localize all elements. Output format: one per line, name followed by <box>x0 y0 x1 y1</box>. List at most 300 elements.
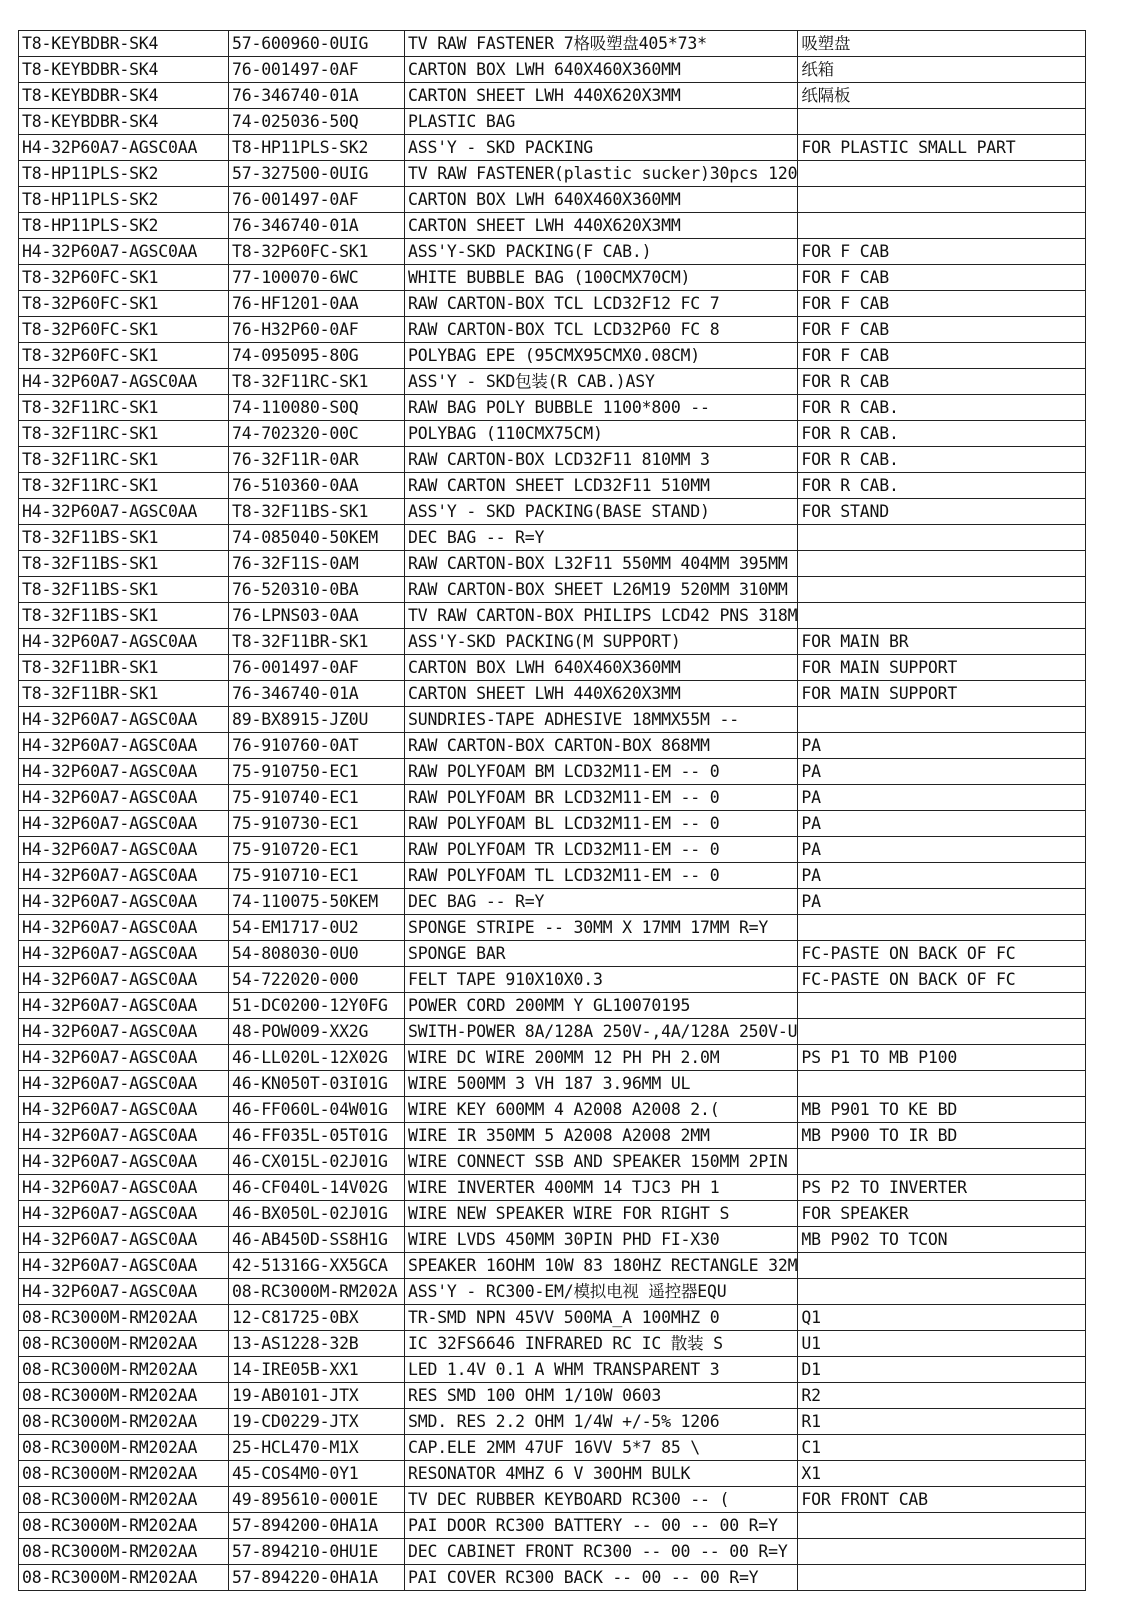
remark-cell: D1 <box>798 1357 1086 1383</box>
component-part-cell: 74-110075-50KEM <box>229 889 405 915</box>
remark-cell <box>798 577 1086 603</box>
parent-part-cell: T8-32F11RC-SK1 <box>19 395 229 421</box>
table-row <box>19 993 1086 1019</box>
parent-part-cell: H4-32P60A7-AGSC0AA <box>19 1175 229 1201</box>
component-part-cell: 14-IRE05B-XX1 <box>229 1357 405 1383</box>
parent-part-cell: 08-RC3000M-RM202AA <box>19 1513 229 1539</box>
table-row <box>19 655 1086 681</box>
remark-cell <box>798 1279 1086 1305</box>
parent-part-cell: 08-RC3000M-RM202AA <box>19 1305 229 1331</box>
description-cell: ASS'Y - SKD PACKING(BASE STAND) <box>405 499 798 525</box>
table-row <box>19 499 1086 525</box>
parent-part-cell: T8-HP11PLS-SK2 <box>19 213 229 239</box>
remark-cell: PA <box>798 759 1086 785</box>
parent-part-cell: H4-32P60A7-AGSC0AA <box>19 759 229 785</box>
parent-part-cell: H4-32P60A7-AGSC0AA <box>19 733 229 759</box>
remark-cell: U1 <box>798 1331 1086 1357</box>
component-part-cell: 25-HCL470-M1X <box>229 1435 405 1461</box>
table-row <box>19 343 1086 369</box>
table-row <box>19 707 1086 733</box>
table-row <box>19 1331 1086 1357</box>
description-cell: RAW POLYFOAM TL LCD32M11-EM -- 0 <box>405 863 798 889</box>
table-row <box>19 1045 1086 1071</box>
table-row <box>19 577 1086 603</box>
description-cell: WIRE IR 350MM 5 A2008 A2008 2MM <box>405 1123 798 1149</box>
description-cell: LED 1.4V 0.1 A WHM TRANSPARENT 3 <box>405 1357 798 1383</box>
component-part-cell: 74-702320-00C <box>229 421 405 447</box>
remark-cell: FOR F CAB <box>798 343 1086 369</box>
remark-cell: FOR R CAB. <box>798 473 1086 499</box>
component-part-cell: 51-DC0200-12Y0FG <box>229 993 405 1019</box>
parent-part-cell: H4-32P60A7-AGSC0AA <box>19 941 229 967</box>
remark-cell <box>798 603 1086 629</box>
table-row <box>19 239 1086 265</box>
table-row <box>19 733 1086 759</box>
component-part-cell: 76-510360-0AA <box>229 473 405 499</box>
component-part-cell: 75-910740-EC1 <box>229 785 405 811</box>
description-cell: WIRE INVERTER 400MM 14 TJC3 PH 1 <box>405 1175 798 1201</box>
parent-part-cell: H4-32P60A7-AGSC0AA <box>19 499 229 525</box>
component-part-cell: 74-085040-50KEM <box>229 525 405 551</box>
remark-cell: 吸塑盘 <box>798 31 1086 57</box>
table-row <box>19 1097 1086 1123</box>
bom-table <box>18 30 1086 1591</box>
component-part-cell: 76-346740-01A <box>229 681 405 707</box>
parent-part-cell: 08-RC3000M-RM202AA <box>19 1435 229 1461</box>
parent-part-cell: T8-KEYBDBR-SK4 <box>19 57 229 83</box>
description-cell: ASS'Y - SKD包装(R CAB.)ASY <box>405 369 798 395</box>
table-row <box>19 603 1086 629</box>
component-part-cell: 75-910730-EC1 <box>229 811 405 837</box>
component-part-cell: T8-32F11RC-SK1 <box>229 369 405 395</box>
description-cell: WHITE BUBBLE BAG (100CMX70CM) <box>405 265 798 291</box>
remark-cell: X1 <box>798 1461 1086 1487</box>
remark-cell <box>798 187 1086 213</box>
description-cell: SPONGE BAR <box>405 941 798 967</box>
parent-part-cell: H4-32P60A7-AGSC0AA <box>19 239 229 265</box>
parent-part-cell: T8-32P60FC-SK1 <box>19 317 229 343</box>
description-cell: RAW POLYFOAM BR LCD32M11-EM -- 0 <box>405 785 798 811</box>
table-row <box>19 421 1086 447</box>
remark-cell: FOR R CAB. <box>798 447 1086 473</box>
description-cell: WIRE 500MM 3 VH 187 3.96MM UL <box>405 1071 798 1097</box>
table-row <box>19 759 1086 785</box>
component-part-cell: 76-001497-0AF <box>229 187 405 213</box>
parent-part-cell: 08-RC3000M-RM202AA <box>19 1357 229 1383</box>
description-cell: POWER CORD 200MM Y GL10070195 <box>405 993 798 1019</box>
description-cell: WIRE NEW SPEAKER WIRE FOR RIGHT S <box>405 1201 798 1227</box>
parent-part-cell: H4-32P60A7-AGSC0AA <box>19 1227 229 1253</box>
description-cell: RAW CARTON SHEET LCD32F11 510MM <box>405 473 798 499</box>
remark-cell <box>798 1565 1086 1591</box>
parent-part-cell: H4-32P60A7-AGSC0AA <box>19 993 229 1019</box>
parent-part-cell: T8-32F11RC-SK1 <box>19 447 229 473</box>
remark-cell: 纸箱 <box>798 57 1086 83</box>
table-row <box>19 1409 1086 1435</box>
component-part-cell: 54-808030-0U0 <box>229 941 405 967</box>
parent-part-cell: T8-32F11BS-SK1 <box>19 577 229 603</box>
table-row <box>19 317 1086 343</box>
remark-cell <box>798 993 1086 1019</box>
description-cell: CAP.ELE 2MM 47UF 16VV 5*7 85 \ <box>405 1435 798 1461</box>
description-cell: CARTON BOX LWH 640X460X360MM <box>405 655 798 681</box>
remark-cell: 纸隔板 <box>798 83 1086 109</box>
remark-cell: FOR R CAB. <box>798 395 1086 421</box>
description-cell: WIRE DC WIRE 200MM 12 PH PH 2.0M <box>405 1045 798 1071</box>
description-cell: ASS'Y-SKD PACKING(M SUPPORT) <box>405 629 798 655</box>
description-cell: RES SMD 100 OHM 1/10W 0603 <box>405 1383 798 1409</box>
table-row <box>19 135 1086 161</box>
parent-part-cell: H4-32P60A7-AGSC0AA <box>19 967 229 993</box>
parent-part-cell: H4-32P60A7-AGSC0AA <box>19 1045 229 1071</box>
remark-cell <box>798 161 1086 187</box>
description-cell: PLASTIC BAG <box>405 109 798 135</box>
component-part-cell: 76-HF1201-0AA <box>229 291 405 317</box>
remark-cell <box>798 1149 1086 1175</box>
remark-cell: PS P1 TO MB P100 <box>798 1045 1086 1071</box>
table-row <box>19 291 1086 317</box>
description-cell: DEC CABINET FRONT RC300 -- 00 -- 00 R=Y <box>405 1539 798 1565</box>
parent-part-cell: T8-32F11BS-SK1 <box>19 603 229 629</box>
description-cell: ASS'Y - SKD PACKING <box>405 135 798 161</box>
component-part-cell: 57-894200-0HA1A <box>229 1513 405 1539</box>
component-part-cell: 76-346740-01A <box>229 83 405 109</box>
component-part-cell: 75-910750-EC1 <box>229 759 405 785</box>
description-cell: RAW POLYFOAM BL LCD32M11-EM -- 0 <box>405 811 798 837</box>
parent-part-cell: H4-32P60A7-AGSC0AA <box>19 1253 229 1279</box>
remark-cell: FOR MAIN SUPPORT <box>798 681 1086 707</box>
parent-part-cell: H4-32P60A7-AGSC0AA <box>19 1019 229 1045</box>
description-cell: ASS'Y-SKD PACKING(F CAB.) <box>405 239 798 265</box>
description-cell: CARTON SHEET LWH 440X620X3MM <box>405 83 798 109</box>
component-part-cell: 76-H32P60-0AF <box>229 317 405 343</box>
remark-cell: FOR FRONT CAB <box>798 1487 1086 1513</box>
remark-cell <box>798 1071 1086 1097</box>
table-row <box>19 265 1086 291</box>
bom-table-body <box>19 31 1086 1591</box>
remark-cell: FOR STAND <box>798 499 1086 525</box>
parent-part-cell: 08-RC3000M-RM202AA <box>19 1539 229 1565</box>
table-row <box>19 1123 1086 1149</box>
description-cell: SWITH-POWER 8A/128A 250V-,4A/128A 250V-U <box>405 1019 798 1045</box>
component-part-cell: 46-KN050T-03I01G <box>229 1071 405 1097</box>
table-row <box>19 109 1086 135</box>
parent-part-cell: T8-32P60FC-SK1 <box>19 265 229 291</box>
description-cell: RAW CARTON-BOX TCL LCD32F12 FC 7 <box>405 291 798 317</box>
component-part-cell: 46-FF060L-04W01G <box>229 1097 405 1123</box>
component-part-cell: 76-32F11S-0AM <box>229 551 405 577</box>
parent-part-cell: 08-RC3000M-RM202AA <box>19 1461 229 1487</box>
component-part-cell: 89-BX8915-JZ0U <box>229 707 405 733</box>
parent-part-cell: T8-32F11BR-SK1 <box>19 681 229 707</box>
table-row <box>19 863 1086 889</box>
remark-cell <box>798 1253 1086 1279</box>
table-row <box>19 161 1086 187</box>
parent-part-cell: H4-32P60A7-AGSC0AA <box>19 1097 229 1123</box>
component-part-cell: 48-POW009-XX2G <box>229 1019 405 1045</box>
description-cell: WIRE CONNECT SSB AND SPEAKER 150MM 2PIN <box>405 1149 798 1175</box>
component-part-cell: 19-AB0101-JTX <box>229 1383 405 1409</box>
table-row <box>19 1071 1086 1097</box>
description-cell: IC 32FS6646 INFRARED RC IC 散装 S <box>405 1331 798 1357</box>
remark-cell: FOR SPEAKER <box>798 1201 1086 1227</box>
remark-cell: PA <box>798 837 1086 863</box>
remark-cell: PA <box>798 863 1086 889</box>
parent-part-cell: H4-32P60A7-AGSC0AA <box>19 863 229 889</box>
component-part-cell: 76-32F11R-0AR <box>229 447 405 473</box>
table-row <box>19 837 1086 863</box>
component-part-cell: 08-RC3000M-RM202A <box>229 1279 405 1305</box>
table-row <box>19 187 1086 213</box>
parent-part-cell: H4-32P60A7-AGSC0AA <box>19 915 229 941</box>
table-row <box>19 525 1086 551</box>
component-part-cell: 75-910710-EC1 <box>229 863 405 889</box>
parent-part-cell: H4-32P60A7-AGSC0AA <box>19 1201 229 1227</box>
table-row <box>19 1201 1086 1227</box>
remark-cell: FOR F CAB <box>798 291 1086 317</box>
table-row <box>19 83 1086 109</box>
table-row <box>19 1305 1086 1331</box>
remark-cell <box>798 1513 1086 1539</box>
description-cell: RESONATOR 4MHZ 6 V 30OHM BULK <box>405 1461 798 1487</box>
component-part-cell: 76-346740-01A <box>229 213 405 239</box>
description-cell: SPEAKER 16OHM 10W 83 180HZ RECTANGLE 32M <box>405 1253 798 1279</box>
remark-cell <box>798 109 1086 135</box>
component-part-cell: 75-910720-EC1 <box>229 837 405 863</box>
description-cell: TV RAW FASTENER(plastic sucker)30pcs 120 <box>405 161 798 187</box>
description-cell: RAW CARTON-BOX CARTON-BOX 868MM <box>405 733 798 759</box>
description-cell: CARTON SHEET LWH 440X620X3MM <box>405 213 798 239</box>
remark-cell: FOR R CAB. <box>798 421 1086 447</box>
description-cell: PAI COVER RC300 BACK -- 00 -- 00 R=Y <box>405 1565 798 1591</box>
component-part-cell: T8-32F11BR-SK1 <box>229 629 405 655</box>
description-cell: POLYBAG EPE (95CMX95CMX0.08CM) <box>405 343 798 369</box>
table-row <box>19 395 1086 421</box>
component-part-cell: 77-100070-6WC <box>229 265 405 291</box>
component-part-cell: 76-001497-0AF <box>229 57 405 83</box>
description-cell: SPONGE STRIPE -- 30MM X 17MM 17MM R=Y <box>405 915 798 941</box>
parent-part-cell: H4-32P60A7-AGSC0AA <box>19 369 229 395</box>
description-cell: TV RAW FASTENER 7格吸塑盘405*73* <box>405 31 798 57</box>
component-part-cell: 42-51316G-XX5GCA <box>229 1253 405 1279</box>
component-part-cell: 76-001497-0AF <box>229 655 405 681</box>
description-cell: SMD. RES 2.2 OHM 1/4W +/-5% 1206 <box>405 1409 798 1435</box>
parent-part-cell: T8-HP11PLS-SK2 <box>19 187 229 213</box>
remark-cell: FOR MAIN SUPPORT <box>798 655 1086 681</box>
table-row <box>19 889 1086 915</box>
table-row <box>19 213 1086 239</box>
parent-part-cell: H4-32P60A7-AGSC0AA <box>19 1071 229 1097</box>
description-cell: ASS'Y - RC300-EM/模拟电视 遥控器EQU <box>405 1279 798 1305</box>
remark-cell: FOR F CAB <box>798 317 1086 343</box>
component-part-cell: 19-CD0229-JTX <box>229 1409 405 1435</box>
table-row <box>19 629 1086 655</box>
parent-part-cell: T8-32F11BR-SK1 <box>19 655 229 681</box>
description-cell: CARTON SHEET LWH 440X620X3MM <box>405 681 798 707</box>
remark-cell: MB P900 TO IR BD <box>798 1123 1086 1149</box>
table-row <box>19 1461 1086 1487</box>
table-row <box>19 447 1086 473</box>
remark-cell: FOR F CAB <box>798 265 1086 291</box>
parent-part-cell: H4-32P60A7-AGSC0AA <box>19 135 229 161</box>
description-cell: CARTON BOX LWH 640X460X360MM <box>405 57 798 83</box>
parent-part-cell: 08-RC3000M-RM202AA <box>19 1487 229 1513</box>
parent-part-cell: T8-KEYBDBR-SK4 <box>19 109 229 135</box>
parent-part-cell: H4-32P60A7-AGSC0AA <box>19 1279 229 1305</box>
description-cell: RAW CARTON-BOX L32F11 550MM 404MM 395MM <box>405 551 798 577</box>
table-row <box>19 941 1086 967</box>
component-part-cell: 46-BX050L-02J01G <box>229 1201 405 1227</box>
table-row <box>19 681 1086 707</box>
component-part-cell: 57-894220-0HA1A <box>229 1565 405 1591</box>
parent-part-cell: T8-32F11RC-SK1 <box>19 473 229 499</box>
component-part-cell: 57-894210-0HU1E <box>229 1539 405 1565</box>
description-cell: RAW POLYFOAM TR LCD32M11-EM -- 0 <box>405 837 798 863</box>
parent-part-cell: T8-32P60FC-SK1 <box>19 291 229 317</box>
description-cell: RAW POLYFOAM BM LCD32M11-EM -- 0 <box>405 759 798 785</box>
table-row <box>19 1227 1086 1253</box>
remark-cell: FOR PLASTIC SMALL PART <box>798 135 1086 161</box>
parent-part-cell: T8-32F11BS-SK1 <box>19 551 229 577</box>
remark-cell <box>798 551 1086 577</box>
table-row <box>19 967 1086 993</box>
remark-cell: FC-PASTE ON BACK OF FC <box>798 967 1086 993</box>
table-row <box>19 1019 1086 1045</box>
table-row <box>19 1279 1086 1305</box>
remark-cell: C1 <box>798 1435 1086 1461</box>
component-part-cell: 76-910760-0AT <box>229 733 405 759</box>
component-part-cell: 54-EM1717-0U2 <box>229 915 405 941</box>
table-row <box>19 1487 1086 1513</box>
parent-part-cell: T8-HP11PLS-SK2 <box>19 161 229 187</box>
parent-part-cell: T8-32F11RC-SK1 <box>19 421 229 447</box>
description-cell: POLYBAG (110CMX75CM) <box>405 421 798 447</box>
table-row <box>19 1357 1086 1383</box>
description-cell: DEC BAG -- R=Y <box>405 889 798 915</box>
parent-part-cell: 08-RC3000M-RM202AA <box>19 1409 229 1435</box>
description-cell: FELT TAPE 910X10X0.3 <box>405 967 798 993</box>
parent-part-cell: 08-RC3000M-RM202AA <box>19 1383 229 1409</box>
component-part-cell: T8-HP11PLS-SK2 <box>229 135 405 161</box>
component-part-cell: 46-CF040L-14V02G <box>229 1175 405 1201</box>
description-cell: RAW CARTON-BOX TCL LCD32P60 FC 8 <box>405 317 798 343</box>
description-cell: PAI DOOR RC300 BATTERY -- 00 -- 00 R=Y <box>405 1513 798 1539</box>
remark-cell <box>798 1539 1086 1565</box>
remark-cell: R1 <box>798 1409 1086 1435</box>
remark-cell: FOR MAIN BR <box>798 629 1086 655</box>
description-cell: WIRE KEY 600MM 4 A2008 A2008 2.( <box>405 1097 798 1123</box>
component-part-cell: 76-520310-0BA <box>229 577 405 603</box>
table-row <box>19 1539 1086 1565</box>
component-part-cell: T8-32F11BS-SK1 <box>229 499 405 525</box>
component-part-cell: 57-327500-0UIG <box>229 161 405 187</box>
remark-cell: Q1 <box>798 1305 1086 1331</box>
component-part-cell: 12-C81725-0BX <box>229 1305 405 1331</box>
table-row <box>19 915 1086 941</box>
remark-cell <box>798 1019 1086 1045</box>
remark-cell: FOR R CAB <box>798 369 1086 395</box>
component-part-cell: 74-025036-50Q <box>229 109 405 135</box>
table-row <box>19 811 1086 837</box>
parent-part-cell: 08-RC3000M-RM202AA <box>19 1565 229 1591</box>
parent-part-cell: T8-32P60FC-SK1 <box>19 343 229 369</box>
table-row <box>19 31 1086 57</box>
table-row <box>19 551 1086 577</box>
remark-cell <box>798 707 1086 733</box>
parent-part-cell: H4-32P60A7-AGSC0AA <box>19 629 229 655</box>
description-cell: WIRE LVDS 450MM 30PIN PHD FI-X30 <box>405 1227 798 1253</box>
parent-part-cell: H4-32P60A7-AGSC0AA <box>19 707 229 733</box>
remark-cell: PA <box>798 733 1086 759</box>
remark-cell: PA <box>798 889 1086 915</box>
component-part-cell: 49-895610-0001E <box>229 1487 405 1513</box>
component-part-cell: 74-095095-80G <box>229 343 405 369</box>
remark-cell: MB P901 TO KE BD <box>798 1097 1086 1123</box>
description-cell: SUNDRIES-TAPE ADHESIVE 18MMX55M -- <box>405 707 798 733</box>
table-row <box>19 1175 1086 1201</box>
remark-cell: MB P902 TO TCON <box>798 1227 1086 1253</box>
parent-part-cell: H4-32P60A7-AGSC0AA <box>19 785 229 811</box>
component-part-cell: 46-AB450D-SS8H1G <box>229 1227 405 1253</box>
remark-cell: PA <box>798 811 1086 837</box>
parent-part-cell: T8-32F11BS-SK1 <box>19 525 229 551</box>
remark-cell: FC-PASTE ON BACK OF FC <box>798 941 1086 967</box>
description-cell: TV DEC RUBBER KEYBOARD RC300 -- ( <box>405 1487 798 1513</box>
remark-cell: PS P2 TO INVERTER <box>798 1175 1086 1201</box>
component-part-cell: 74-110080-S0Q <box>229 395 405 421</box>
description-cell: CARTON BOX LWH 640X460X360MM <box>405 187 798 213</box>
table-row <box>19 1383 1086 1409</box>
parent-part-cell: H4-32P60A7-AGSC0AA <box>19 811 229 837</box>
remark-cell: R2 <box>798 1383 1086 1409</box>
remark-cell: FOR F CAB <box>798 239 1086 265</box>
parent-part-cell: H4-32P60A7-AGSC0AA <box>19 889 229 915</box>
component-part-cell: T8-32P60FC-SK1 <box>229 239 405 265</box>
component-part-cell: 46-CX015L-02J01G <box>229 1149 405 1175</box>
table-row <box>19 1435 1086 1461</box>
parent-part-cell: H4-32P60A7-AGSC0AA <box>19 1149 229 1175</box>
component-part-cell: 45-COS4M0-0Y1 <box>229 1461 405 1487</box>
component-part-cell: 57-600960-0UIG <box>229 31 405 57</box>
table-row <box>19 1253 1086 1279</box>
component-part-cell: 54-722020-000 <box>229 967 405 993</box>
description-cell: RAW BAG POLY BUBBLE 1100*800 -- <box>405 395 798 421</box>
remark-cell <box>798 213 1086 239</box>
component-part-cell: 46-FF035L-05T01G <box>229 1123 405 1149</box>
parent-part-cell: H4-32P60A7-AGSC0AA <box>19 837 229 863</box>
parent-part-cell: H4-32P60A7-AGSC0AA <box>19 1123 229 1149</box>
table-row <box>19 57 1086 83</box>
remark-cell <box>798 525 1086 551</box>
parent-part-cell: T8-KEYBDBR-SK4 <box>19 31 229 57</box>
component-part-cell: 46-LL020L-12X02G <box>229 1045 405 1071</box>
component-part-cell: 13-AS1228-32B <box>229 1331 405 1357</box>
table-row <box>19 1149 1086 1175</box>
table-row <box>19 369 1086 395</box>
table-row <box>19 1565 1086 1591</box>
remark-cell <box>798 915 1086 941</box>
description-cell: DEC BAG -- R=Y <box>405 525 798 551</box>
description-cell: TV RAW CARTON-BOX PHILIPS LCD42 PNS 318M <box>405 603 798 629</box>
description-cell: TR-SMD NPN 45VV 500MA_A 100MHZ 0 <box>405 1305 798 1331</box>
description-cell: RAW CARTON-BOX LCD32F11 810MM 3 <box>405 447 798 473</box>
parent-part-cell: T8-KEYBDBR-SK4 <box>19 83 229 109</box>
parent-part-cell: 08-RC3000M-RM202AA <box>19 1331 229 1357</box>
description-cell: RAW CARTON-BOX SHEET L26M19 520MM 310MM <box>405 577 798 603</box>
remark-cell: PA <box>798 785 1086 811</box>
table-row <box>19 473 1086 499</box>
table-row <box>19 785 1086 811</box>
